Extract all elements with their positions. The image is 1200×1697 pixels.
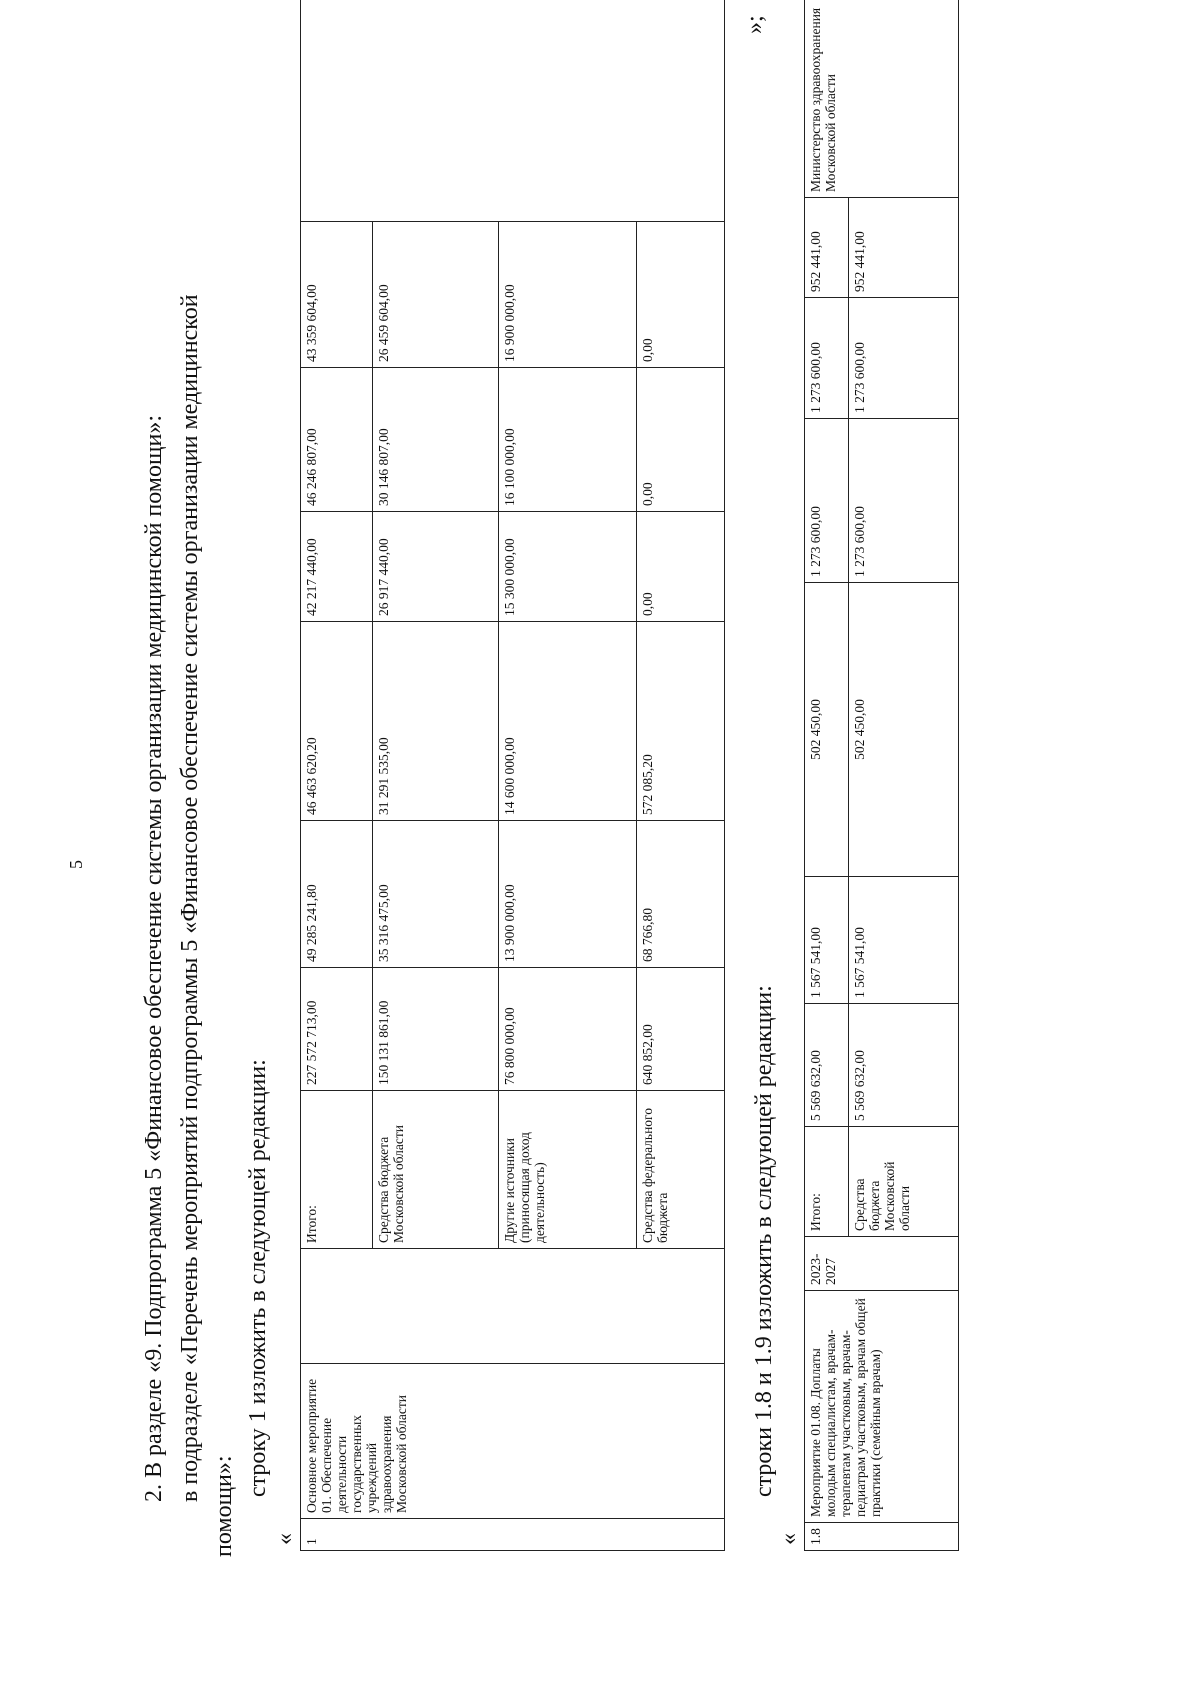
amount-2023: 1 567 541,00 xyxy=(805,877,849,1004)
amount-2025: 26 917 440,00 xyxy=(373,512,499,622)
amount-2024: 31 291 535,00 xyxy=(373,622,499,821)
funding-source: Итого: xyxy=(301,1091,373,1249)
responsible-cell: Министерство здравоохранения Московской области xyxy=(805,0,959,198)
amount-total: 5 569 632,00 xyxy=(805,1004,849,1127)
amount-2024: 572 085,20 xyxy=(637,622,725,821)
table-row xyxy=(805,0,849,1551)
quote-open-2: « xyxy=(776,1533,802,1545)
amount-2026: 46 246 807,00 xyxy=(301,368,373,512)
amount-2026: 0,00 xyxy=(637,368,725,512)
amount-2025: 0,00 xyxy=(637,512,725,622)
amount-2023: 68 766,80 xyxy=(637,821,725,968)
amount-2023: 35 316 475,00 xyxy=(373,821,499,968)
table-row-1 xyxy=(300,0,725,1551)
responsible-cell xyxy=(301,0,725,222)
amount-2026: 1 273 600,00 xyxy=(849,298,959,419)
amount-2026: 30 146 807,00 xyxy=(373,368,499,512)
amount-2024: 46 463 620,20 xyxy=(301,622,373,821)
row-number: 1 xyxy=(301,1519,725,1551)
amount-2024: 14 600 000,00 xyxy=(499,622,637,821)
amount-2025: 15 300 000,00 xyxy=(499,512,637,622)
amount-2027: 952 441,00 xyxy=(805,198,849,298)
amount-total: 76 800 000,00 xyxy=(499,968,637,1091)
intro-line-5: строки 1.8 и 1.9 изложить в следующей редакции: xyxy=(751,985,777,1497)
intro-line-4: строку 1 изложить в следующей редакции: xyxy=(245,1059,271,1497)
period-cell: 2023-2027 xyxy=(805,1237,959,1291)
amount-2025: 1 273 600,00 xyxy=(849,419,959,583)
page-number: 5 xyxy=(66,860,86,869)
amount-2027: 0,00 xyxy=(637,222,725,368)
row-number: 1.8 xyxy=(805,1523,959,1551)
period-cell xyxy=(301,1249,725,1364)
amount-2026: 1 273 600,00 xyxy=(805,298,849,419)
amount-2027: 43 359 604,00 xyxy=(301,222,373,368)
amount-2025: 1 273 600,00 xyxy=(805,419,849,583)
amount-2023: 13 900 000,00 xyxy=(499,821,637,968)
funding-source: Средства бюджета Московской области xyxy=(849,1127,959,1237)
amount-2023: 49 285 241,80 xyxy=(301,821,373,968)
amount-total: 640 852,00 xyxy=(637,968,725,1091)
amount-2027: 16 900 000,00 xyxy=(499,222,637,368)
amount-total: 227 572 713,00 xyxy=(301,968,373,1091)
quote-open-1: « xyxy=(272,1533,298,1545)
amount-2026: 16 100 000,00 xyxy=(499,368,637,512)
funding-source: Итого: xyxy=(805,1127,849,1237)
amount-2024: 502 450,00 xyxy=(849,583,959,877)
activity-name: Мероприятие 01.08. Доплаты молодым специалистам, врачам-терапевтам участковым, врачам-педиатрам участковым, врачам общей практики (семейным врачам) xyxy=(805,1291,959,1523)
funding-source: Средства федерального бюджета xyxy=(637,1091,725,1249)
amount-2023: 1 567 541,00 xyxy=(849,877,959,1004)
amount-2027: 26 459 604,00 xyxy=(373,222,499,368)
table-row-1-8 xyxy=(804,0,959,1551)
amount-total: 150 131 861,00 xyxy=(373,968,499,1091)
amount-2027: 952 441,00 xyxy=(849,198,959,298)
intro-line-1: 2. В разделе «9. Подпрограмма 5 «Финансовое обеспечение системы организации медицинской помощи»: xyxy=(141,415,167,1502)
amount-2024: 502 450,00 xyxy=(805,583,849,877)
intro-line-2: в подразделе «Перечень мероприятий подпрограммы 5 «Финансовое обеспечение системы организации медицинской xyxy=(177,294,203,1502)
funding-source: Средства бюджета Московской области xyxy=(373,1091,499,1249)
quote-close: »; xyxy=(742,15,768,34)
amount-total: 5 569 632,00 xyxy=(849,1004,959,1127)
intro-line-3: помощи»: xyxy=(211,1455,237,1557)
funding-source: Другие источники (приносящая доход деятельность) xyxy=(499,1091,637,1249)
table-row xyxy=(301,0,373,1551)
activity-name: Основное мероприятие 01. Обеспечение деятельности государственных учреждений здравоохранения Московской области xyxy=(301,1364,725,1519)
amount-2025: 42 217 440,00 xyxy=(301,512,373,622)
